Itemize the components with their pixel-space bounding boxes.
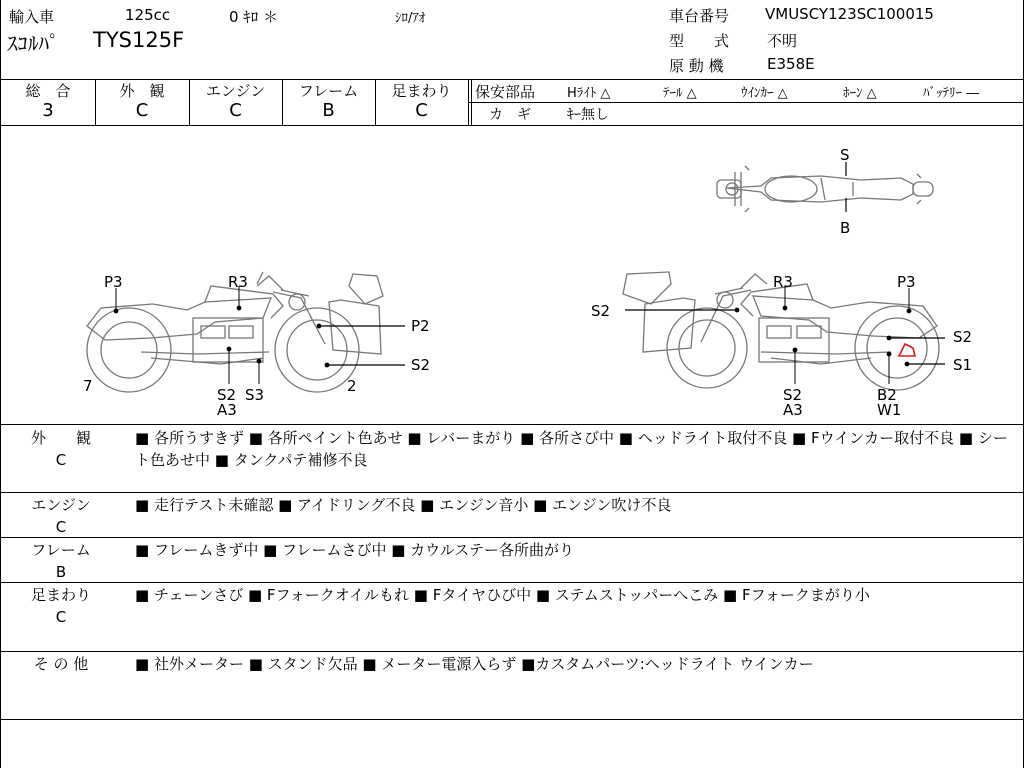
- notes-suspension-text: ■ チェーンさび ■ Fフォークオイルもれ ■ Fタイヤひび中 ■ ステムストッパーへこみ ■ Fフォークまがり小: [135, 586, 870, 604]
- notes-engine-text: ■ 走行テスト未確認 ■ アイドリング不良 ■ エンジン音小 ■ エンジン吹け不良: [135, 496, 672, 514]
- right-label-r3: R3: [773, 273, 793, 291]
- safety-winker: ｳｲﾝｶｰ △: [741, 86, 788, 101]
- safety-horn: ﾎｰﾝ △: [843, 86, 877, 101]
- notes-exterior-label: 外 観: [30, 429, 91, 447]
- grade-suspension-label: 足まわり: [391, 82, 452, 100]
- right-label-s2-box: S2: [591, 302, 611, 320]
- notes-suspension-label: 足まわり: [30, 586, 91, 604]
- grade-engine-label: エンジン: [205, 82, 266, 100]
- grade-exterior-label: 外 観: [119, 82, 165, 100]
- frame-number-label: 車台番号: [669, 7, 730, 25]
- left-label-p3: P3: [104, 273, 123, 291]
- notes-suspension-grade: C: [55, 608, 67, 626]
- model-name: ｽｺﾙﾊﾟ: [7, 32, 60, 56]
- grade-frame-label: フレーム: [298, 82, 359, 100]
- right-label-s2-front: S2: [953, 328, 973, 346]
- safety-headlight: Hﾗｲﾄ △: [567, 86, 611, 101]
- import-label: 輸入車: [9, 8, 55, 26]
- right-label-b2: B2: [877, 386, 897, 404]
- grade-frame-value: B: [322, 100, 335, 121]
- right-label-a3: A3: [783, 401, 803, 419]
- notes-other-label: そ の 他: [33, 655, 89, 673]
- model-code: TYS125F: [93, 28, 185, 52]
- safety-battery: ﾊﾞｯﾃﾘｰ ―: [923, 86, 980, 101]
- left-label-r3: R3: [228, 273, 248, 291]
- right-label-w1: W1: [877, 401, 902, 419]
- grade-suspension-value: C: [415, 100, 428, 121]
- notes-frame-grade: B: [55, 563, 67, 581]
- left-label-s2: S2: [217, 386, 237, 404]
- notes-engine-label: エンジン: [31, 496, 91, 514]
- displacement: 125cc: [125, 6, 171, 24]
- left-label-front-number: 2: [347, 377, 357, 395]
- notes-exterior-text: ■ 各所うすきず ■ 各所ペイント色あせ ■ レバーまがり ■ 各所さび中 ■ ヘッドライト取付不良 ■ Fウインカー取付不良 ■ シート色あせ中 ■ タンクパテ補修不良: [135, 429, 1008, 469]
- top-label-s: S: [840, 146, 850, 164]
- notes-other-text: ■ 社外メーター ■ スタンド欠品 ■ メーター電源入らず ■カスタムパーツ:ヘッドライト ウインカー: [135, 655, 814, 673]
- mileage: 0 ｷﾛ ＊: [229, 8, 279, 26]
- key-value: ｷｰ無し: [567, 107, 609, 123]
- engine-label: 原 動 機: [669, 57, 724, 75]
- left-label-rear-number: 7: [83, 377, 93, 395]
- engine-value: E358E: [767, 55, 815, 73]
- type-label: 型 式: [669, 32, 730, 50]
- right-label-s1: S1: [953, 356, 973, 374]
- left-label-p2: P2: [411, 317, 430, 335]
- color: ｼﾛ/ｱｵ: [395, 11, 426, 26]
- notes-frame-text: ■ フレームきず中 ■ フレームさび中 ■ カウルステー各所曲がり: [135, 541, 574, 559]
- left-label-a3: A3: [217, 401, 237, 419]
- left-label-s2-front: S2: [411, 356, 431, 374]
- grade-exterior-value: C: [135, 100, 149, 121]
- left-label-s3: S3: [245, 386, 265, 404]
- motorcycle-top-view-icon: [717, 166, 933, 212]
- type-value: 不明: [767, 32, 798, 50]
- notes-exterior-grade: C: [55, 451, 67, 469]
- grade-overall-label: 総 合: [25, 82, 71, 100]
- safety-label: 保安部品: [475, 83, 536, 101]
- key-label: カ ギ: [489, 107, 531, 123]
- grade-overall-value: 3: [42, 100, 54, 121]
- notes-frame-label: フレーム: [31, 541, 91, 559]
- right-label-p3: P3: [897, 273, 916, 291]
- damage-diagram: [1, 126, 1023, 424]
- safety-tail: ﾃｰﾙ △: [663, 86, 697, 101]
- grade-engine-value: C: [229, 100, 242, 121]
- damage-mark-icon: [899, 344, 915, 356]
- frame-number: VMUSCY123SC100015: [765, 5, 934, 23]
- right-label-s2: S2: [783, 386, 803, 404]
- top-label-b: B: [840, 219, 851, 237]
- notes-engine-grade: C: [55, 518, 67, 536]
